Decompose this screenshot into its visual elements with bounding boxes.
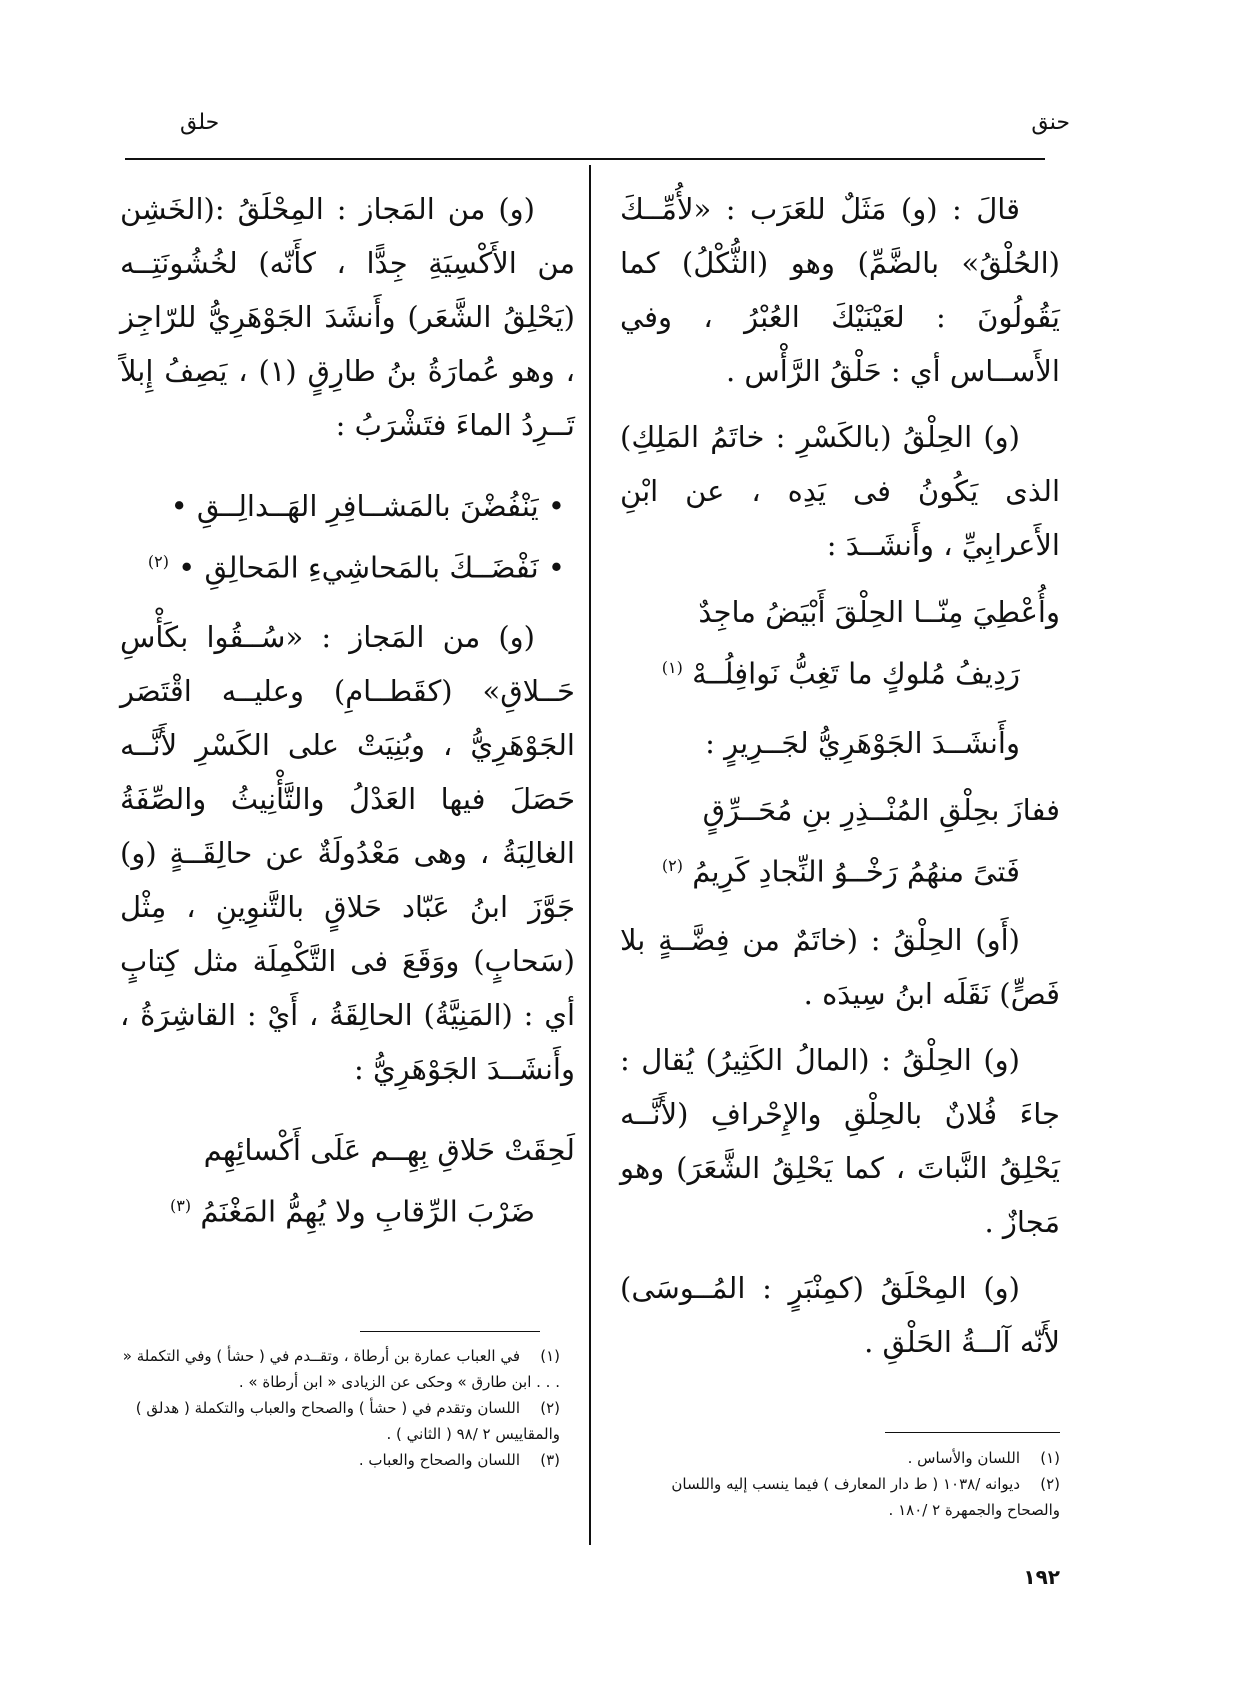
footnote-mark: (١): [661, 658, 683, 677]
paragraph: (أَو) الحِلْقُ : (خاتَمٌ من فِضَّــةٍ بلا فَصٍّ) نَقَلَه ابنُ سِيدَه .: [620, 923, 1060, 1012]
footnote-mark: (٢): [147, 552, 169, 571]
footnote-mark: (٢): [661, 855, 683, 875]
footnote-number: (٢): [1040, 1475, 1060, 1493]
verse-text: • نَفْضَــكَ بالمَحاشِيءِ المَحالِقِ •: [178, 550, 565, 585]
column-divider: [589, 165, 591, 1545]
running-head-left: حلق: [180, 110, 220, 135]
footnote-rule-left: [360, 1331, 540, 1332]
spacer: [620, 899, 1060, 913]
spacer: [120, 464, 575, 478]
verse-text: رَدِيفُ مُلوكٍ ما تَغِبُّ نَوافِلُــهْ: [692, 656, 1020, 691]
footnote-text: اللسان وتقدم في ( حشأ ) والصحاح والعباب والتكملة ( هدلق ) والمقاييس ٢ /٩٨ ( الثاني ) .: [135, 1399, 560, 1443]
footnotes-right: [620, 1445, 1060, 1523]
spacer: [120, 1108, 575, 1122]
footnote-mark: (٣): [170, 1195, 192, 1215]
verse-line: [620, 640, 1060, 702]
verse-text: فَتىً منهُمُ رَخْــوُ النِّجادِ كَرِيمُ: [692, 854, 1020, 889]
verse-line: لَحِقَتْ حَلاقِ بِهِــم عَلَى أَكْسائِهِم: [203, 1132, 575, 1167]
footnote-text: اللسان والأساس .: [907, 1449, 1020, 1467]
right-column: [620, 182, 1060, 1381]
verse-text: ضَرْبَ الرِّقابِ ولا يُهِمُّ المَغْنَمُ: [200, 1194, 535, 1229]
left-column: [120, 182, 575, 1239]
footnote: [620, 1471, 1060, 1523]
paragraph: (و) من المَجاز : المِحْلَقُ :(الخَشِن من الأَكْسِيَةِ جِدًّا ، كأَنّه) لخُشُونَتِــه (يَحْلِقُ الشَّعَر) وأَنشَدَ الجَوْهَرِيُّ للرّاجِز ، وهو عُمارَةُ بنُ طارِقٍ (١) ، يَصِفُ إِبلاً تَــرِدُ الماءَ فتَشْرَبُ :: [120, 192, 575, 442]
verse-line: وأُعْطِيَ مِنّــا الحِلْقَ أَبْيَضُ ماجِدٌ: [698, 595, 1060, 629]
spacer: [620, 702, 1060, 716]
verse-line: [120, 1178, 575, 1240]
footnote: [620, 1445, 1060, 1471]
paragraph: (و) الحِلْقُ (بالكَسْرِ : خاتَمُ المَلِكِ) الذى يَكُونُ فى يَدِه ، عن ابْنِ الأَعرابِيِّ ، وأَنشَــدَ :: [620, 420, 1060, 562]
paragraph: قالَ : (و) مَثَلٌ للعَرَب : «لأُمِّــكَ (الحُلْقُ» بالضَّمِّ) وهو (الثُّكْلُ) كما يَقُولُونَ : لعَيْنَيْكَ العُبْرُ ، وفي الأَســاس أي : حَلْقُ الرَّأْس .: [620, 192, 1060, 388]
paragraph: (و) من المَجاز : «سُــقُوا بكَأْسِ حَــلاقِ» (كقَطــامِ) وعليــه اقْتَصَر الجَوْهَرِيُّ ، وبُنِيَتْ على الكَسْرِ لأَنَّــه حَصَلَ فيها العَدْلُ والتَّأْنِيثُ والصِّفَةُ الغالِبَةُ ، وهى مَعْدُولَةٌ عن حالِقَــةٍ (و) جَوَّزَ ابنُ عَبّاد حَلاقٍ بالتَّنوِينِ ، مِثْل (سَحابٍ) ووَقَعَ فى التَّكْمِلَة مثل كِتابٍ أي : (المَنِيَّةُ) الحالِقَةُ ، أَيْ : القاشِرَةُ ، وأَنشَــدَ الجَوْهَرِيُّ :: [120, 619, 575, 1086]
footnote-text: ديوانه /١٠٣٨ ( ط دار المعارف ) فيما ينسب إليه واللسان والصحاح والجمهرة ٢ /١٨٠ .: [671, 1475, 1060, 1519]
paragraph: وأَنشَــدَ الجَوْهَرِيُّ لجَــرِيرٍ :: [705, 725, 1020, 760]
footnote-number: (٢): [540, 1399, 560, 1417]
footnote: [120, 1447, 560, 1473]
footnote: [120, 1343, 560, 1395]
footnote-rule-right: [885, 1432, 1060, 1433]
verse-line: • يَنْفُضْنَ بالمَشــافِرِ الهَــدالِــقِ •: [170, 489, 565, 523]
footnote-text: اللسان والصحاح والعباب .: [358, 1451, 520, 1469]
footnote: [120, 1395, 560, 1447]
running-head-right: حنق: [1031, 110, 1070, 135]
spacer: [120, 596, 575, 610]
paragraph: (و) الحِلْقُ : (المالُ الكَثِيرُ) يُقال : جاءَ فُلانٌ بالحِلْقِ والإِحْرافِ (لأَنَّــه يَحْلِقُ النَّباتَ ، كما يَحْلِقُ الشَّعَرَ) وهو مَجازٌ .: [620, 1043, 1060, 1240]
footnote-number: (١): [540, 1347, 560, 1365]
footnotes-left: [120, 1343, 560, 1473]
verse-line: [620, 838, 1060, 900]
footnote-text: في العباب عمارة بن أرطاة ، وتقــدم في ( حشأ ) وفي التكملة « . . . ابن طارق » وحكى عن الزيادى « ابن أرطاة » .: [122, 1347, 560, 1391]
footnote-number: (٣): [540, 1451, 560, 1469]
paragraph: (و) المِحْلَقُ (كمِنْبَرٍ : المُــوسَى) لأَنّه آلــةُ الحَلْقِ .: [620, 1271, 1060, 1360]
footnote-number: (١): [1040, 1449, 1060, 1467]
verse-line: [120, 534, 575, 596]
page-number: ١٩٢: [1023, 1565, 1060, 1589]
header-rule: [125, 158, 1045, 160]
verse-line: ففازَ بحِلْقِ المُنْــذِرِ بنِ مُحَــرِّقٍ: [702, 792, 1060, 827]
